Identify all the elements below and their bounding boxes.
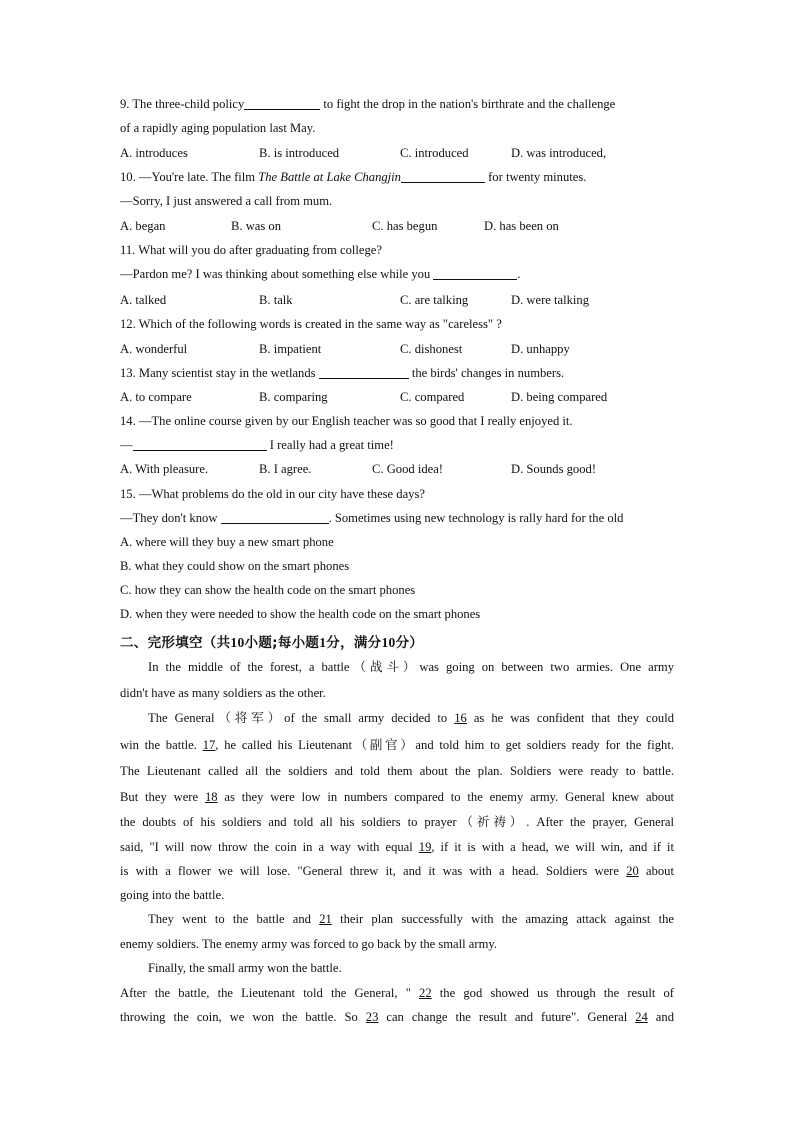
q11-option-c[interactable]: C. are talking <box>400 293 469 307</box>
q9-option-d[interactable]: D. was introduced, <box>511 146 607 160</box>
q15-option-c[interactable]: C. how they can show the health code on the smart phones <box>120 583 416 597</box>
q12-option-d[interactable]: D. unhappy <box>511 342 570 356</box>
passage-p2-line2 <box>120 737 674 753</box>
q14-reply-text: I really had a great time! <box>266 438 394 452</box>
cloze-blank-24[interactable]: 24 <box>635 1010 648 1024</box>
q14-reply <box>120 437 394 453</box>
passage-p5-line2 <box>120 1009 674 1025</box>
q14-stem: 14. —The online course given by our English teacher was so good that I really enjoyed it. <box>120 414 573 428</box>
passage-text: The General（将军）of the small army decided to <box>148 711 455 725</box>
q15-reply-text-cont: . Sometimes using new technology is rally hard for the old <box>328 511 624 525</box>
q11-answer-blank[interactable] <box>433 267 517 280</box>
passage-p2-line3: The Lieutenant called all the soldiers and told them about the plan. Soldiers were ready to battle. <box>120 764 674 778</box>
cloze-blank-19[interactable]: 19 <box>418 840 432 854</box>
q10-stem-text: 10. —You're late. The film <box>120 170 259 184</box>
q13-stem-text-cont: the birds' changes in numbers. <box>408 366 565 380</box>
cloze-blank-17[interactable]: 17 <box>202 738 216 752</box>
passage-p3-line1 <box>148 911 674 927</box>
passage-text: But they were <box>120 790 205 804</box>
q15-option-a[interactable]: A. where will they buy a new smart phone <box>120 535 334 549</box>
cloze-blank-22[interactable]: 22 <box>419 986 432 1000</box>
passage-p4: Finally, the small army won the battle. <box>148 961 342 975</box>
passage-text: , if it is with a head, we will win, and if it <box>431 840 674 854</box>
section-points-each: 1 <box>319 635 327 650</box>
q9-stem-line1 <box>120 96 615 112</box>
q13-stem <box>120 365 564 381</box>
q15-reply-text: —They don't know <box>120 511 221 525</box>
q12-option-a[interactable]: A. wonderful <box>120 342 188 356</box>
passage-text: They went to the battle and <box>148 912 320 926</box>
q9-stem-text-cont: to fight the drop in the nation's birthrate and the challenge <box>320 97 616 111</box>
q13-answer-blank[interactable] <box>319 366 409 379</box>
q14-reply-dash: — <box>120 438 133 452</box>
passage-text: said, "I will now throw the coin in a way with equal <box>120 840 419 854</box>
q10-option-c[interactable]: C. has begun <box>372 219 438 233</box>
cloze-blank-18[interactable]: 18 <box>204 790 218 804</box>
q9-stem-text: 9. The three-child policy <box>120 97 245 111</box>
q10-stem <box>120 169 586 185</box>
q9-option-c[interactable]: C. introduced <box>400 146 469 160</box>
q10-answer-blank[interactable] <box>401 170 485 183</box>
passage-p2-line4 <box>120 789 674 805</box>
passage-p3-line2: enemy soldiers. The enemy army was forced to go back by the small army. <box>120 937 498 951</box>
passage-p5-line1 <box>120 985 674 1001</box>
q11-option-b[interactable]: B. talk <box>259 293 293 307</box>
q14-answer-blank[interactable] <box>133 438 267 451</box>
passage-p2-line7 <box>120 863 674 879</box>
passage-p1-line1: In the middle of the forest, a battle（战斗）was going on between two armies. One army <box>148 660 674 674</box>
passage-p2-line1 <box>148 710 674 726</box>
q10-reply: —Sorry, I just answered a call from mum. <box>120 194 333 208</box>
cloze-blank-16[interactable]: 16 <box>454 711 467 725</box>
q13-option-c[interactable]: C. compared <box>400 390 465 404</box>
q9-option-a[interactable]: A. introduces <box>120 146 188 160</box>
q11-reply <box>120 266 521 282</box>
section-question-count: 10 <box>230 635 245 650</box>
q12-option-c[interactable]: C. dishonest <box>400 342 463 356</box>
q11-option-d[interactable]: D. were talking <box>511 293 589 307</box>
passage-p2-line8: going into the battle. <box>120 888 225 902</box>
passage-text: about <box>638 864 674 878</box>
passage-text: win the battle. <box>120 738 203 752</box>
q15-option-b[interactable]: B. what they could show on the smart phones <box>120 559 350 573</box>
passage-text: the god showed us through the result of <box>431 986 674 1000</box>
q11-reply-text: —Pardon me? I was thinking about something else while you <box>120 267 434 281</box>
q13-option-d[interactable]: D. being compared <box>511 390 608 404</box>
q9-option-b[interactable]: B. is introduced <box>259 146 340 160</box>
passage-p1-line2: didn't have as many soldiers as the other. <box>120 686 326 700</box>
q10-option-d[interactable]: D. has been on <box>484 219 559 233</box>
q11-option-a[interactable]: A. talked <box>120 293 167 307</box>
q14-option-b[interactable]: B. I agree. <box>259 462 312 476</box>
q10-option-b[interactable]: B. was on <box>231 219 282 233</box>
q14-option-d[interactable]: D. Sounds good! <box>511 462 597 476</box>
section-title-part2: 小题;每小题 <box>244 635 320 651</box>
passage-text: as they were low in numbers compared to the enemy army. General knew about <box>217 790 674 804</box>
passage-text: their plan successfully with the amazing attack against the <box>331 912 674 926</box>
q15-stem: 15. —What problems do the old in our city have these days? <box>120 487 425 501</box>
q13-option-a[interactable]: A. to compare <box>120 390 192 404</box>
q11-reply-end: . <box>517 267 521 281</box>
q15-reply <box>120 510 623 526</box>
q12-option-b[interactable]: B. impatient <box>259 342 322 356</box>
section-heading <box>120 631 423 651</box>
passage-text: throwing the coin, we won the battle. So <box>120 1010 366 1024</box>
section-title-part1: 二、完形填空（共 <box>120 635 231 651</box>
q9-stem-line2: of a rapidly aging population last May. <box>120 121 316 135</box>
q13-option-b[interactable]: B. comparing <box>259 390 328 404</box>
q10-film-title: The Battle at Lake Changjin <box>258 170 401 184</box>
passage-p2-line5: the doubts of his soldiers and told all his soldiers to prayer（祈祷）. After the prayer, General <box>120 815 674 829</box>
section-title-part4: 分） <box>395 635 424 651</box>
q15-option-d[interactable]: D. when they were needed to show the health code on the smart phones <box>120 607 481 621</box>
cloze-blank-23[interactable]: 23 <box>365 1010 379 1024</box>
passage-text: After the battle, the Lieutenant told the General, " <box>120 986 420 1000</box>
passage-text: is with a flower we will lose. "General threw it, and it was with a head. Soldiers were <box>120 864 627 878</box>
q13-stem-text: 13. Many scientist stay in the wetlands <box>120 366 319 380</box>
cloze-blank-21[interactable]: 21 <box>319 912 332 926</box>
q10-stem-text-cont: for twenty minutes. <box>484 170 587 184</box>
passage-text: can change the result and future". General <box>378 1010 636 1024</box>
passage-text: as he was confident that they could <box>466 711 674 725</box>
passage-text: and <box>647 1010 674 1024</box>
passage-p2-line6 <box>120 839 674 855</box>
q12-stem: 12. Which of the following words is created in the same way as "careless" ? <box>120 317 502 331</box>
q14-option-a[interactable]: A. With pleasure. <box>120 462 209 476</box>
passage-text: , he called his Lieutenant（副官）and told him to get soldiers ready for the fight. <box>215 738 674 752</box>
cloze-blank-20[interactable]: 20 <box>626 864 639 878</box>
q14-option-c[interactable]: C. Good idea! <box>372 462 443 476</box>
section-title-part3: 分，满分 <box>326 635 382 651</box>
section-total-points: 10 <box>381 635 396 650</box>
q10-option-a[interactable]: A. began <box>120 219 166 233</box>
q11-stem: 11. What will you do after graduating from college? <box>120 243 382 257</box>
q15-answer-blank[interactable] <box>221 511 329 524</box>
q9-answer-blank[interactable] <box>244 97 320 110</box>
